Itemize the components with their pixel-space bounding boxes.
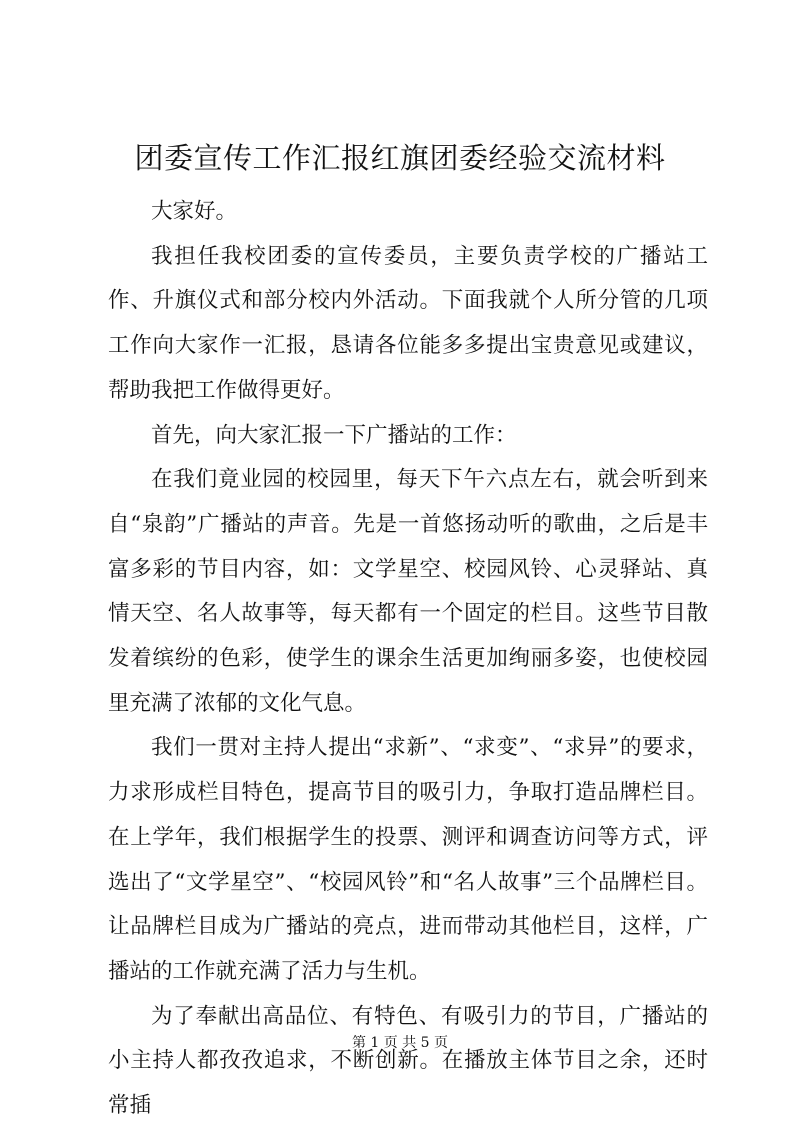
paragraph-greeting: 大家好。 [151, 199, 238, 224]
paragraph-brand-programs: 我们一贯对主持人提出“求新”、“求变”、“求异”的要求，力求形成栏目特色，提高节目的吸引力，争取打造品牌栏目。在上学年，我们根据学生的投票、测评和调查访问等方式，评选出了“文学星空”、“校园风铃”和“名人故事”三个品牌栏目。让品牌栏目成为广播站的亮点，进而带动其他栏目，这样，广播站的工作就充满了活力与生机。 [108, 735, 708, 984]
paragraph-broadcast-description: 在我们竟业园的校园里，每天下午六点左右，就会听到来自“泉韵”广播站的声音。先是一首悠扬动听的歌曲，之后是丰富多彩的节目内容，如：文学星空、校园风铃、心灵驿站、真情天空、名人故事等，每天都有一个固定的栏目。这些节目散发着缤纷的色彩，使学生的课余生活更加绚丽多姿，也使校园里充满了浓郁的文化气息。 [108, 467, 708, 716]
paragraph-broadcast-heading: 首先，向大家汇报一下广播站的工作： [151, 422, 517, 448]
document-title: 团委宣传工作汇报红旗团委经验交流材料 [134, 141, 666, 175]
paragraph-introduction: 我担任我校团委的宣传委员，主要负责学校的广播站工作、升旗仪式和部分校内外活动。下面我就个人所分管的几项工作向大家作一汇报，恳请各位能多多提出宝贵意见或建议，帮助我把工作做得更好。 [108, 243, 708, 403]
page-number-footer: 第 1 页 共 5 页 [351, 1035, 449, 1051]
document-body [108, 190, 708, 1129]
paragraph-innovation: 为了奉献出高品位、有特色、有吸引力的节目，广播站的小主持人都孜孜追求，不断创新。在播放主体节目之余，还时常插 [108, 1003, 708, 1119]
